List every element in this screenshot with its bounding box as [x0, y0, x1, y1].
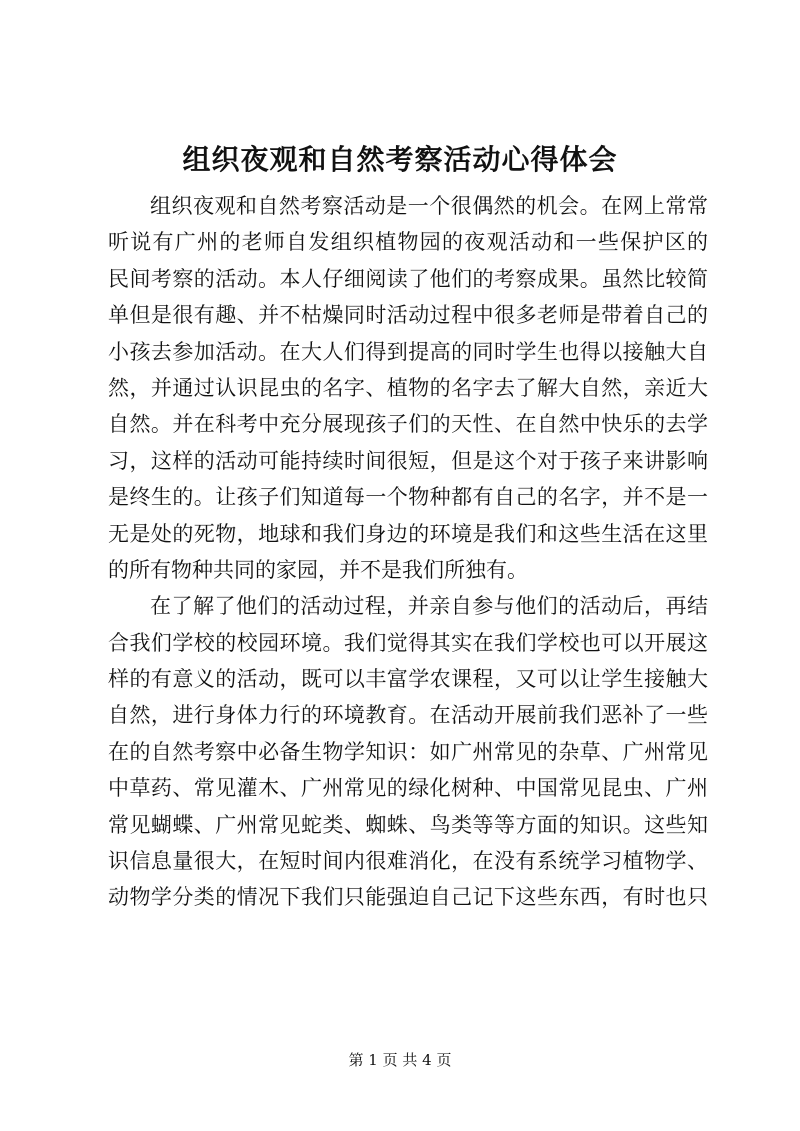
text-line: 中草药、常见灌木、广州常见的绿化树种、中国常见昆虫、广州	[108, 776, 708, 801]
page-title: 组织夜观和自然考察活动心得体会	[182, 143, 618, 176]
document-body	[108, 188, 708, 916]
text-line: 习，这样的活动可能持续时间很短，但是这个对于孩子来讲影响	[108, 448, 708, 473]
text-line: 然，并通过认识昆虫的名字、植物的名字去了解大自然，亲近大	[108, 375, 708, 400]
text-line: 的所有物种共同的家园，并不是我们所独有。	[108, 557, 528, 582]
text-line: 在了解了他们的活动过程，并亲自参与他们的活动后，再结	[150, 594, 708, 619]
text-line: 是终生的。让孩子们知道每一个物种都有自己的名字，并不是一	[108, 485, 708, 510]
page-footer: 第 1 页 共 4 页	[348, 1051, 452, 1069]
text-line: 自然，进行身体力行的环境教育。在活动开展前我们恶补了一些	[108, 703, 708, 728]
paragraph-1	[108, 188, 708, 588]
text-line: 组织夜观和自然考察活动是一个很偶然的机会。在网上常常	[150, 194, 708, 218]
text-line: 在的自然考察中必备生物学知识：如广州常见的杂草、广州常见	[108, 739, 708, 764]
text-line: 民间考察的活动。本人仔细阅读了他们的考察成果。虽然比较简	[108, 266, 708, 291]
text-line: 听说有广州的老师自发组织植物园的夜观活动和一些保护区的	[108, 230, 708, 255]
text-line: 小孩去参加活动。在大人们得到提高的同时学生也得以接触大自	[108, 339, 708, 364]
paragraph-2	[108, 588, 708, 916]
text-line: 单但是很有趣、并不枯燥同时活动过程中很多老师是带着自己的	[108, 303, 708, 328]
text-line: 无是处的死物，地球和我们身边的环境是我们和这些生活在这里	[108, 521, 708, 546]
text-line: 动物学分类的情况下我们只能强迫自己记下这些东西，有时也只	[108, 885, 708, 910]
text-line: 合我们学校的校园环境。我们觉得其实在我们学校也可以开展这	[108, 630, 708, 655]
text-line: 常见蝴蝶、广州常见蛇类、蜘蛛、鸟类等等方面的知识。这些知	[108, 812, 708, 837]
text-line: 识信息量很大，在短时间内很难消化，在没有系统学习植物学、	[108, 849, 708, 874]
text-line: 自然。并在科考中充分展现孩子们的天性、在自然中快乐的去学	[108, 412, 708, 437]
text-line: 样的有意义的活动，既可以丰富学农课程，又可以让学生接触大	[108, 667, 708, 692]
